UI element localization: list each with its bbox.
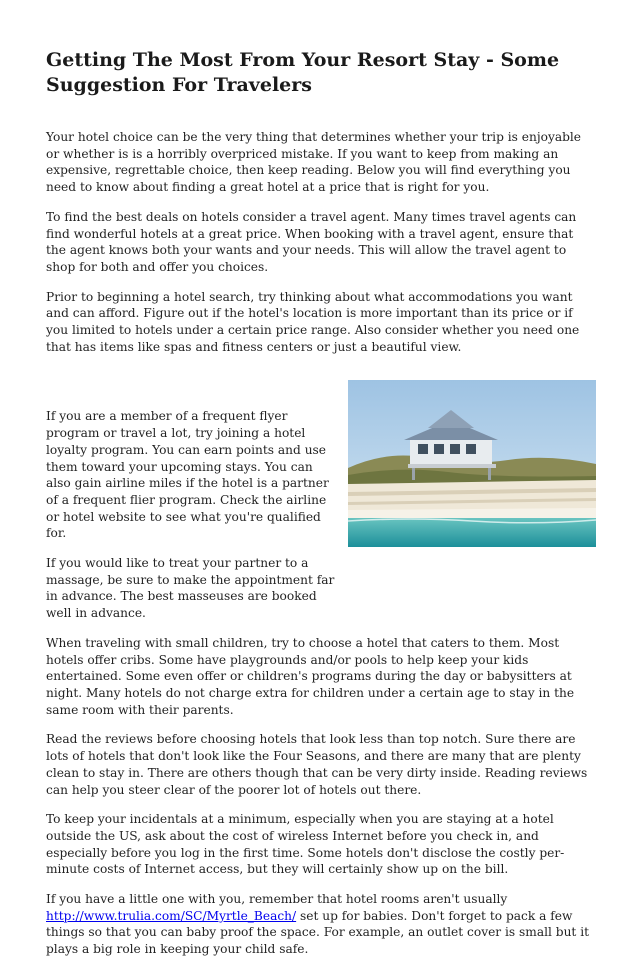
paragraph-2: To find the best deals on hotels consider a travel agent. Many times travel agents can find wonderful hotels at a great price. When booking with a travel agent, ensure that the agent knows both your wants and your needs. This will allow the travel agent to shop for both and offer you choices. [46,209,577,274]
document-page [46,48,594,971]
image-text-row [46,380,594,634]
paragraph-7: Read the reviews before choosing hotels that look less than top notch. Sure there are lots of hotels that don't look like the Four Seasons, and there are many that are plenty clean to stay in. There are others though that can be very dirty inside. Reading reviews can help you steer clear of the poorer lot of hotels out there. [46,732,588,797]
paragraph-8: To keep your incidentals at a minimum, especially when you are staying at a hotel outside the US, ask about the cost of wireless Internet before you check in, and especially before you log in the first time. Some hotels don't disclose the costly per-minute costs of Internet access, but they will certainly show up on the bill. [46,812,565,877]
paragraph-4: If you are a member of a frequent flyer program or travel a lot, try joining a hotel loyalty program. You can earn points and use them toward your upcoming stays. You can also gain airline miles if the hotel is a partner of a frequent flier program. Check the airline or hotel website to see what you're qualified for. [46,409,329,541]
paragraph-9-text-before: If you have a little one with you, remember that hotel rooms aren't usually [46,892,508,907]
paragraph-6: When traveling with small children, try to choose a hotel that caters to them. Most hotels offer cribs. Some have playgrounds and/or pools to help keep your kids entertained. Some even offer or children's programs during the day or babysitters at night. Many hotels do not charge extra for children under a certain age to stay in the same room with their parents. [46,635,575,717]
paragraph-9 [46,891,594,958]
paragraph-5: If you would like to treat your partner to a massage, be sure to make the appointment far in advance. The best masseuses are booked well in advance. [46,556,335,621]
trulia-link[interactable]: http://www.trulia.com/SC/Myrtle_Beach/ [46,908,297,923]
page-title: Getting The Most From Your Resort Stay - Some Suggestion For Travelers [46,49,560,96]
paragraph-3: Prior to beginning a hotel search, try thinking about what accommodations you want and can afford. Figure out if the hotel's location is more important than its price or if you limited to hotels under a certain price range. Also consider whether you need one that has items like spas and fitness centers or just a beautiful view. [46,289,580,354]
left-text-column [46,380,340,634]
beach-house-photo [348,380,596,547]
paragraph-9-text-after: set up for babies. Don't forget to pack a few things so that you can baby proof the space. For example, an outlet cover is small but it plays a big role in keeping your child safe. [46,908,589,957]
paragraph-1: Your hotel choice can be the very thing that determines whether your trip is enjoyable or whether is is a horribly overpriced mistake. If you want to keep from making an expensive, regrettable choice, then keep reading. Below you will find everything you need to know about finding a great hotel at a price that is right for you. [46,130,582,195]
